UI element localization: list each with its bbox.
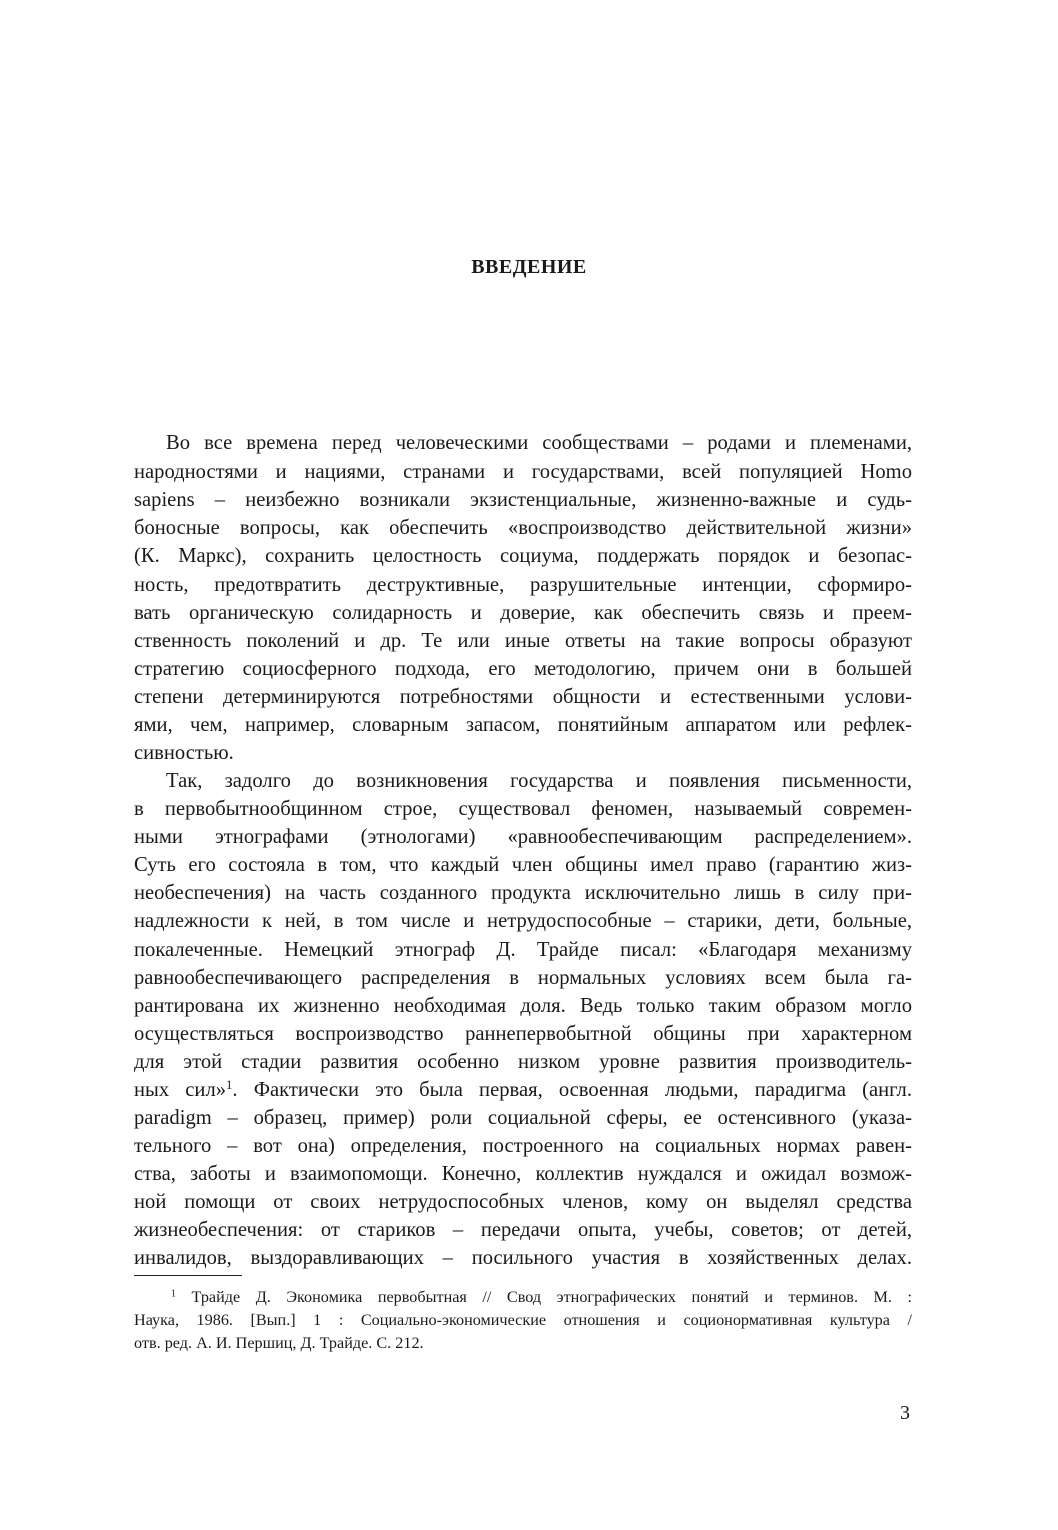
text-line: рантирована их жизненно необходимая доля. Ведь только таким образом могло xyxy=(134,995,912,1017)
text-line: для этой стадии развития особенно низком уровне развития производитель- xyxy=(134,1051,912,1073)
text-line: sapiens – неизбежно возникали экзистенциальные, жизненно-важные и судь- xyxy=(134,489,912,511)
text-line: в первобытнообщинном строе, существовал феномен, называемый современ- xyxy=(134,798,912,820)
text-line: (К. Маркс), сохранить целостность социума, поддержать порядок и безопас- xyxy=(134,545,912,567)
text-line: Во все времена перед человеческими сообществами – родами и племенами, xyxy=(166,432,912,454)
text-line: надлежности к ней, в том числе и нетрудоспособные – старики, дети, больные, xyxy=(134,910,912,932)
footnote-text: Трайде Д. Экономика первобытная // Свод этнографических понятий и терминов. М. : xyxy=(191,1288,912,1306)
text-line: степени детерминируются потребностями общности и естественными услови- xyxy=(134,686,912,708)
text-line: народностями и нациями, странами и государствами, всей популяцией Homo xyxy=(134,461,912,483)
footnote-line: отв. ред. А. И. Першиц, Д. Трайде. С. 212. xyxy=(134,1334,424,1352)
page-number: 3 xyxy=(900,1402,910,1424)
text-line: ность, предотвратить деструктивные, разрушительные интенции, сформиро- xyxy=(134,574,912,596)
footnote-reference[interactable]: 1 xyxy=(226,1077,233,1092)
text-line: сивностью. xyxy=(134,742,234,764)
text-line: стратегию социосферного подхода, его методологию, причем они в большей xyxy=(134,658,912,680)
text-line: ной помощи от своих нетрудоспособных членов, кому он выделял средства xyxy=(134,1191,912,1213)
text-line: покалеченные. Немецкий этнограф Д. Трайде писал: «Благодаря механизму xyxy=(134,939,912,961)
text-line: ства, заботы и взаимопомощи. Конечно, коллектив нуждался и ожидал возмож- xyxy=(134,1163,912,1185)
text-line xyxy=(134,1077,912,1103)
text-line: Так, задолго до возникновения государства и появления письменности, xyxy=(166,770,912,792)
page-title: ВВЕДЕНИЕ xyxy=(471,256,587,278)
text-line: тельного – вот она) определения, построенного на социальных нормах равен- xyxy=(134,1135,912,1157)
text-segment: ных сил» xyxy=(134,1079,227,1101)
text-line: вать органическую солидарность и доверие, как обеспечить связь и преем- xyxy=(134,602,912,624)
footnote-mark: 1 xyxy=(171,1288,177,1300)
text-line: жизнеобеспечения: от стариков – передачи опыта, учебы, советов; от детей, xyxy=(134,1219,912,1241)
footnote-line xyxy=(171,1287,912,1308)
text-line: ями, чем, например, словарным запасом, понятийным аппаратом или рефлек- xyxy=(134,714,912,736)
text-segment: . Фактически это была первая, освоенная людьми, парадигма (англ. xyxy=(232,1079,912,1101)
text-line: осуществляться воспроизводство раннепервобытной общины при характерном xyxy=(134,1023,912,1045)
text-line: инвалидов, выздоравливающих – посильного участия в хозяйственных делах. xyxy=(134,1247,912,1269)
text-line: Суть его состояла в том, что каждый член общины имел право (гарантию жиз- xyxy=(134,854,912,876)
text-line: ными этнографами (этнологами) «равнообеспечивающим распределением». xyxy=(134,826,912,848)
text-line: равнообеспечивающего распределения в нормальных условиях всем была га- xyxy=(134,967,912,989)
text-line: paradigm – образец, пример) роли социальной сферы, ее остенсивного (указа- xyxy=(134,1107,912,1129)
text-line: необеспечения) на часть созданного продукта исключительно лишь в силу при- xyxy=(134,882,912,904)
footnote-line: Наука, 1986. [Вып.] 1 : Социально-экономические отношения и соционормативная культура / xyxy=(134,1311,912,1329)
footnote-divider xyxy=(134,1275,242,1276)
text-line: боносные вопросы, как обеспечить «воспроизводство действительной жизни» xyxy=(134,517,912,539)
text-line: ственность поколений и др. Те или иные ответы на такие вопросы образуют xyxy=(134,630,912,652)
